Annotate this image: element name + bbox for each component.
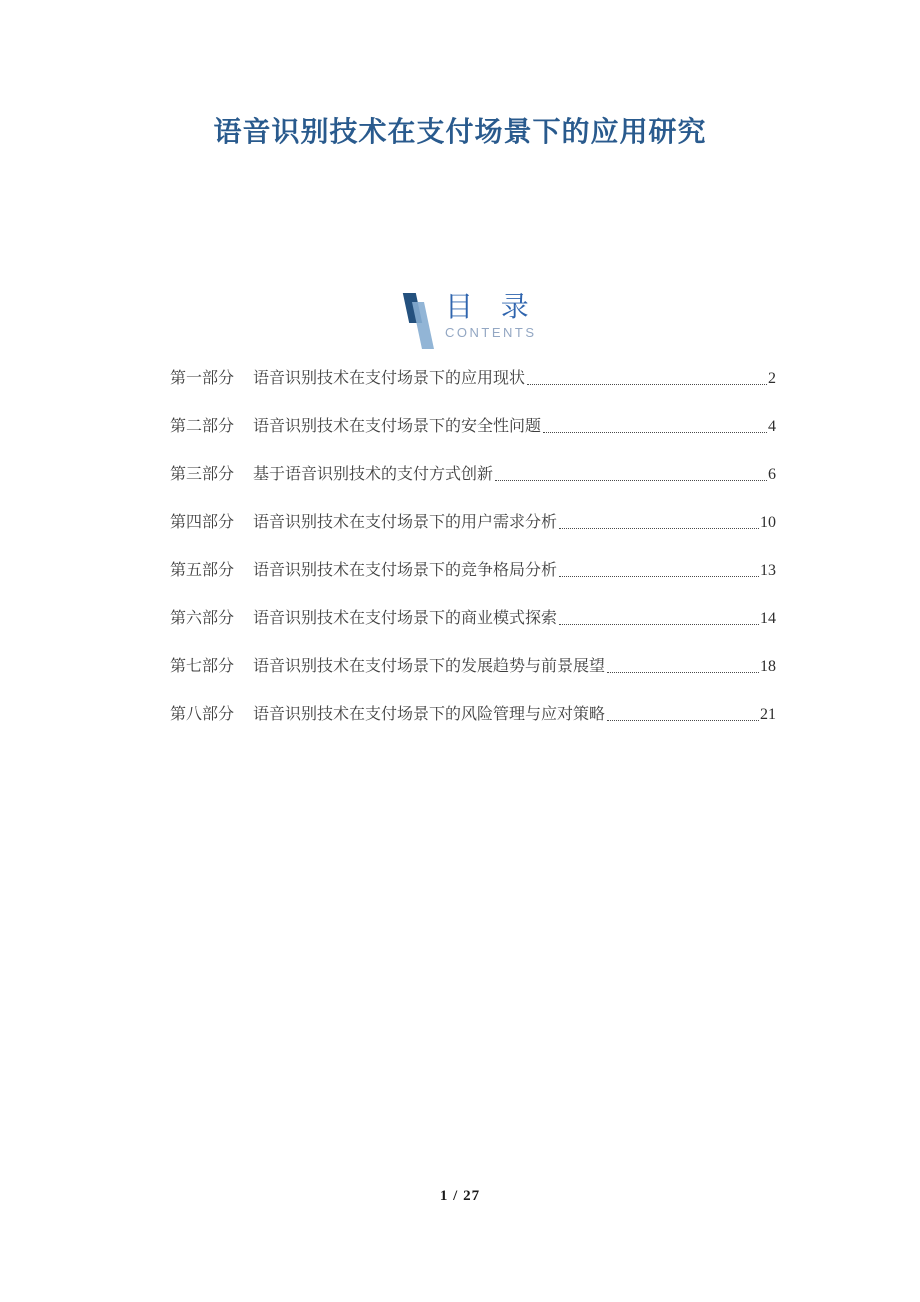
toc-entry-page-number: 13 — [760, 562, 776, 579]
toc-leader-dots — [607, 672, 759, 673]
page-title: 语音识别技术在支付场景下的应用研究 — [213, 116, 707, 147]
toc-entry-title: 语音识别技术在支付场景下的安全性问题 — [253, 418, 542, 435]
toc-entry-title: 语音识别技术在支付场景下的应用现状 — [253, 370, 526, 387]
toc-subtitle: CONTENTS — [445, 325, 537, 340]
page-number-footer: 1 / 27 — [439, 1188, 481, 1204]
toc-header-text — [445, 288, 537, 340]
toc-entry-part: 第二部分 — [170, 418, 235, 435]
toc-entry[interactable] — [170, 705, 776, 753]
toc-entry-title: 语音识别技术在支付场景下的发展趋势与前景展望 — [253, 658, 606, 675]
toc-entry-part: 第三部分 — [170, 466, 235, 483]
toc-entry-page-number: 18 — [760, 658, 776, 675]
toc-leader-dots — [495, 480, 767, 481]
toc-entry[interactable] — [170, 369, 776, 417]
toc-entry-page-number: 21 — [760, 706, 776, 723]
toc-entry-page-number: 4 — [768, 418, 776, 435]
toc-leader-dots — [559, 624, 759, 625]
toc-entry-part: 第八部分 — [170, 706, 235, 723]
toc-entry[interactable] — [170, 609, 776, 657]
toc-entry-page-number: 6 — [768, 466, 776, 483]
toc-leader-dots — [607, 720, 759, 721]
toc-leader-dots — [543, 432, 767, 433]
toc-entry[interactable] — [170, 513, 776, 561]
toc-entry-part: 第一部分 — [170, 370, 235, 387]
toc-entry-title: 语音识别技术在支付场景下的商业模式探索 — [253, 610, 558, 627]
toc-entry-title: 语音识别技术在支付场景下的用户需求分析 — [253, 514, 558, 531]
toc-entry-title: 语音识别技术在支付场景下的风险管理与应对策略 — [253, 706, 606, 723]
toc-entry-title: 基于语音识别技术的支付方式创新 — [253, 466, 494, 483]
toc-entry-page-number: 10 — [760, 514, 776, 531]
toc-accent-bars-icon — [400, 288, 442, 352]
toc-header — [400, 288, 537, 352]
toc-entry-page-number: 14 — [760, 610, 776, 627]
toc-entry-page-number: 2 — [768, 370, 776, 387]
toc-entry[interactable] — [170, 465, 776, 513]
toc-entry-part: 第六部分 — [170, 610, 235, 627]
toc-leader-dots — [559, 576, 759, 577]
toc-entry[interactable] — [170, 417, 776, 465]
toc-entry-part: 第七部分 — [170, 658, 235, 675]
toc-entry[interactable] — [170, 561, 776, 609]
toc-title: 目 录 — [445, 291, 530, 322]
toc-list — [170, 369, 776, 753]
toc-entry-part: 第五部分 — [170, 562, 235, 579]
toc-leader-dots — [527, 384, 767, 385]
accent-bar-light — [412, 302, 434, 349]
toc-leader-dots — [559, 528, 759, 529]
toc-entry-title: 语音识别技术在支付场景下的竞争格局分析 — [253, 562, 558, 579]
toc-entry-part: 第四部分 — [170, 514, 235, 531]
toc-entry[interactable] — [170, 657, 776, 705]
